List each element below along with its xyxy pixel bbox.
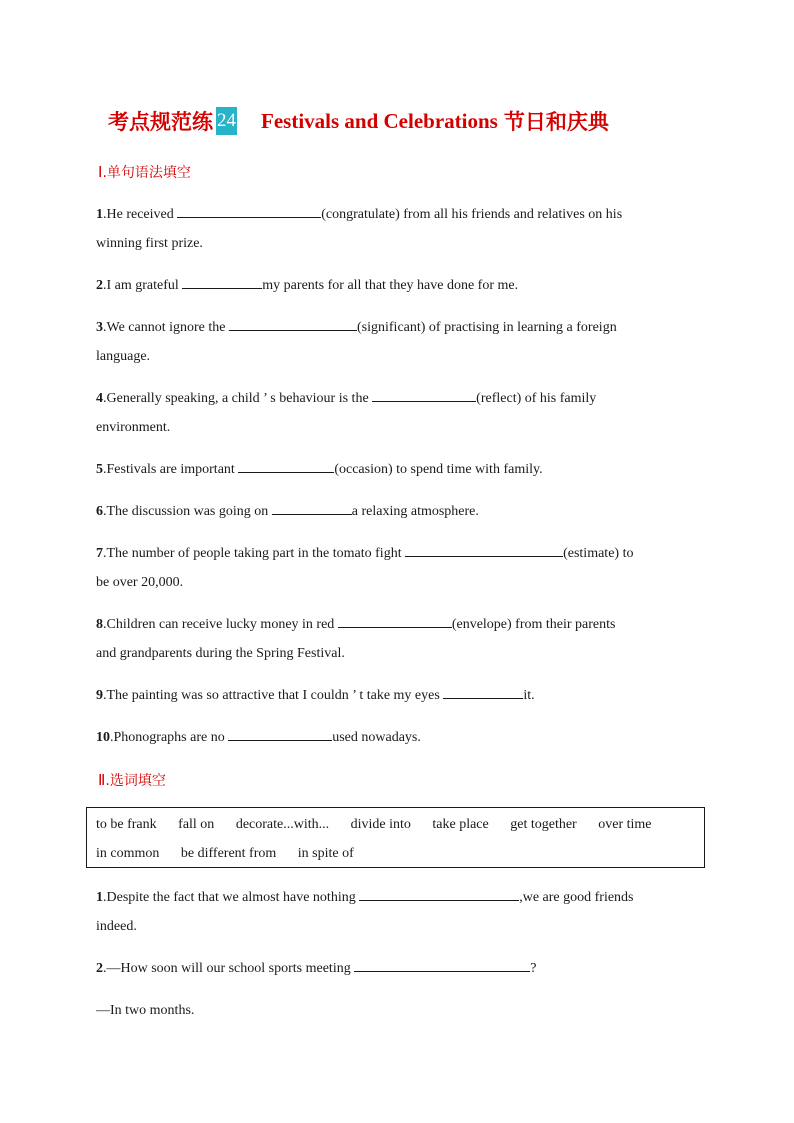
question-7: 7.The number of people taking part in the tomato fight (estimate) to be over 20,000. — [96, 546, 634, 590]
answer-blank[interactable] — [228, 728, 332, 741]
word-bank-item: in common — [96, 846, 160, 861]
question-9: 9.The painting was so attractive that I couldn ’ t take my eyes it. — [96, 688, 535, 703]
title-english: Festivals and Celebrations — [261, 108, 498, 133]
answer-blank[interactable] — [359, 888, 519, 901]
word-bank-row-2 — [96, 846, 372, 862]
word-choice-question-1: 1.Despite the fact that we almost have nothing ,we are good friends indeed. — [96, 890, 634, 934]
answer-blank[interactable] — [443, 686, 523, 699]
word-bank-item: fall on — [178, 817, 215, 832]
answer-blank[interactable] — [229, 318, 357, 331]
question-1: 1.He received (congratulate) from all his friends and relatives on his winning first prize. — [96, 207, 623, 251]
answer-blank[interactable] — [177, 205, 321, 218]
section-heading-word-choice: Ⅱ.选词填空 — [98, 773, 166, 789]
word-bank-item: get together — [510, 817, 577, 832]
page-title — [108, 104, 728, 138]
answer-blank[interactable] — [272, 502, 352, 515]
word-bank-item: to be frank — [96, 817, 157, 832]
word-bank-box — [86, 807, 705, 868]
question-6: 6.The discussion was going on a relaxing atmosphere. — [96, 504, 479, 519]
title-number-badge: 24 — [216, 107, 237, 135]
answer-line: —In two months. — [96, 1003, 195, 1018]
word-bank-item: decorate...with... — [235, 817, 330, 832]
title-chinese-suffix: 节日和庆典 — [503, 110, 609, 134]
word-bank-row-1 — [96, 817, 670, 833]
answer-blank[interactable] — [238, 460, 334, 473]
question-8: 8.Children can receive lucky money in red (envelope) from their parents and grandparents during the Spring Festival. — [96, 617, 616, 661]
question-3: 3.We cannot ignore the (significant) of practising in learning a foreign language. — [96, 320, 617, 364]
word-bank-item: over time — [598, 817, 652, 832]
answer-blank[interactable] — [372, 389, 476, 402]
question-4: 4.Generally speaking, a child ’ s behaviour is the (reflect) of his family environment. — [96, 391, 597, 435]
question-5: 5.Festivals are important (occasion) to spend time with family. — [96, 462, 543, 477]
question-2: 2.I am grateful my parents for all that they have done for me. — [96, 278, 519, 293]
word-bank-item: take place — [432, 817, 489, 832]
answer-blank[interactable] — [354, 959, 530, 972]
section-heading-grammar: Ⅰ.单句语法填空 — [98, 165, 191, 181]
word-bank-item: divide into — [350, 817, 411, 832]
answer-blank[interactable] — [182, 276, 262, 289]
answer-blank[interactable] — [405, 544, 563, 557]
word-choice-question-2: 2.—How soon will our school sports meeting ? — [96, 961, 537, 976]
word-bank-item: in spite of — [297, 846, 354, 861]
title-chinese: 考点规范练 — [108, 110, 213, 134]
question-10: 10.Phonographs are no used nowadays. — [96, 730, 421, 745]
word-bank-item: be different from — [180, 846, 277, 861]
answer-blank[interactable] — [338, 615, 452, 628]
